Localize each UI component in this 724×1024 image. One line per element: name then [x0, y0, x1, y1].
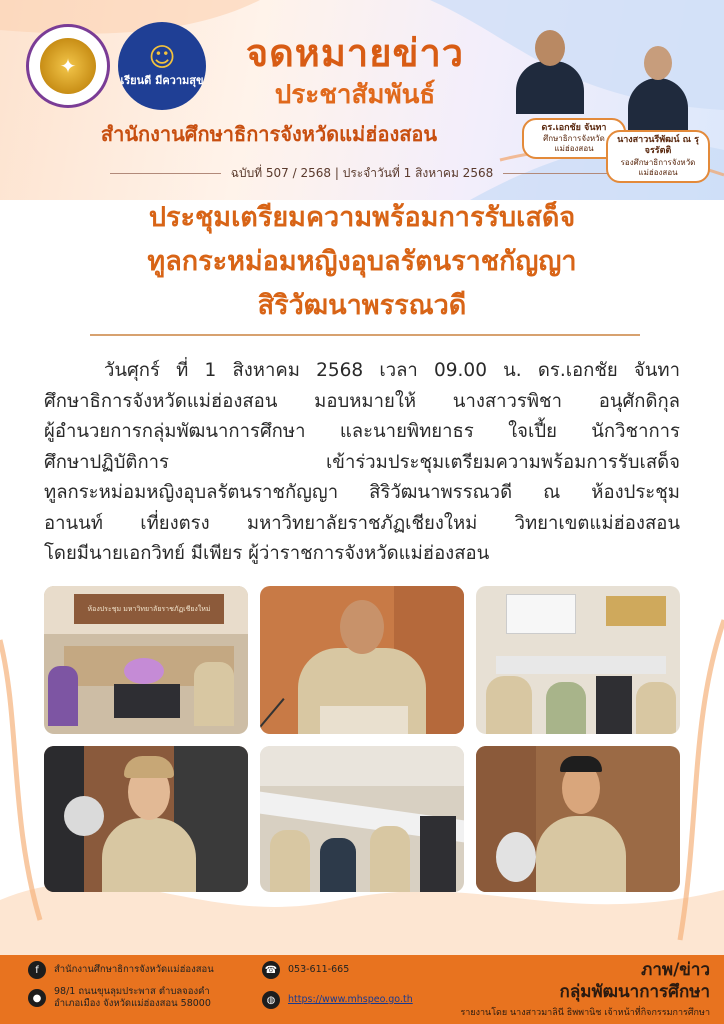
footer-phone: [262, 961, 349, 979]
photo-officer-man: [476, 746, 680, 892]
phone-icon: ☎: [262, 961, 280, 979]
official-name-2: นางสาวนรีพัฒน์ ณ รุจรรัตติ: [617, 135, 699, 157]
official-portrait-2: [628, 40, 688, 130]
body-line-6: อานนท์ เที่ยงตรง มหาวิทยาลัยราชภัฏเชียงใหม่ วิทยาเขตแม่ฮ่องสอน: [44, 512, 680, 534]
issue-number: ฉบับที่ 507 / 2568 | ประจำวันที่ 1 สิงหาคม 2568: [230, 165, 494, 180]
smile-figure-icon: ☺: [148, 42, 176, 73]
body-line-7: โดยมีนายเอกวิทย์ มีเพียร ผู้ว่าราชการจังหวัดแม่ฮ่องสอน: [44, 543, 490, 564]
happy-learning-logo: [118, 22, 206, 110]
body-line-3: ผู้อำนวยการกลุ่มพัฒนาการศึกษา และนายพิทยาธร ใจเปี้ย นักวิชาการ: [44, 421, 680, 442]
issue-line: [110, 165, 614, 181]
body-line-4: ศึกษาปฏิบัติการ เข้าร่วมประชุมเตรียมความพร้อมการรับเสด็จ: [44, 451, 680, 473]
headline: [40, 196, 684, 328]
photo-official-speaking: [260, 586, 464, 734]
footer-facebook: [28, 961, 214, 979]
seal-emblem-icon: ✦: [40, 38, 96, 94]
address-line-1: 98/1 ถนนขุนลุมประพาส ตำบลจองคำ: [54, 986, 210, 997]
credit-reporter: รายงานโดย นางสาวมาลินี ธิพพานิช เจ้าหน้าที่กิจกรรมการศึกษา: [460, 1008, 710, 1018]
facebook-icon: f: [28, 961, 46, 979]
headline-line-3: สิริวัฒนาพรรณวดี: [257, 290, 467, 321]
footer-website: [262, 991, 413, 1009]
official-name-1: ดร.เอกชัย จันทา: [541, 123, 607, 133]
headline-line-2: ทูลกระหม่อมหญิงอุบลรัตนราชกัญญา: [147, 246, 577, 277]
photo-officer-woman: [44, 746, 248, 892]
footer-address: [28, 986, 211, 1011]
body-line-1: วันศุกร์ ที่ 1 สิงหาคม 2568 เวลา 09.00 น. ดร.เอกชัย จันทา: [104, 360, 680, 381]
photo-conference-table: [476, 586, 680, 734]
headline-divider: [90, 334, 640, 336]
flower-arrangement: [124, 658, 164, 684]
footer-credit: [460, 959, 710, 1019]
header-banner: [0, 0, 724, 200]
projector-screen: [506, 594, 576, 634]
phone-number[interactable]: 053-611-665: [288, 963, 350, 975]
photo-meeting-attendees: [260, 746, 464, 892]
office-seal-logo: [26, 24, 110, 108]
official-role-2: รองศึกษาธิการจังหวัดแม่ฮ่องสอน: [620, 157, 696, 177]
monitor: [114, 684, 180, 718]
address-line-2: อำเภอเมือง จังหวัดแม่ฮ่องสอน 58000: [54, 998, 211, 1010]
microphone: [260, 698, 285, 730]
official-caption-2: [606, 130, 710, 183]
body-line-2: ศึกษาธิการจังหวัดแม่ฮ่องสอน มอบหมายให้ นางสาวรพิชา อนุศักดิกุล: [44, 390, 680, 412]
meeting-banner: ห้องประชุม มหาวิทยาลัยราชภัฏเชียงใหม่: [74, 594, 224, 624]
newsletter-title: จดหมายข่าว: [245, 31, 465, 75]
issue-rule-left: [110, 173, 221, 174]
location-icon: ●: [28, 989, 46, 1007]
facebook-name[interactable]: สำนักงานศึกษาธิการจังหวัดแม่ฮ่องสอน: [54, 963, 214, 975]
office-name: สำนักงานศึกษาธิการจังหวัดแม่ฮ่องสอน: [100, 122, 438, 146]
website-link[interactable]: https://www.mhspeo.go.th: [288, 993, 413, 1005]
newsletter-subtitle: ประชาสัมพันธ์: [274, 80, 436, 110]
issue-rule-right: [503, 173, 614, 174]
headline-line-1: ประชุมเตรียมความพร้อมการรับเสด็จ: [148, 202, 576, 233]
photo-meeting-room: [44, 586, 248, 734]
body-line-5: ทูลกระหม่อมหญิงอุบลรัตนราชกัญญา สิริวัฒนาพรรณวดี ณ ห้องประชุม: [44, 482, 680, 503]
footer: [0, 955, 724, 1024]
happy-logo-text: เรียนดี มีความสุข: [120, 73, 204, 87]
globe-icon: ◍: [262, 991, 280, 1009]
credit-label: ภาพ/ข่าว: [641, 960, 710, 980]
official-role-1: ศึกษาธิการจังหวัดแม่ฮ่องสอน: [543, 134, 605, 154]
credit-department: กลุ่มพัฒนาการศึกษา: [559, 982, 710, 1002]
article-body: [44, 356, 680, 570]
official-portrait-1: [516, 22, 584, 114]
